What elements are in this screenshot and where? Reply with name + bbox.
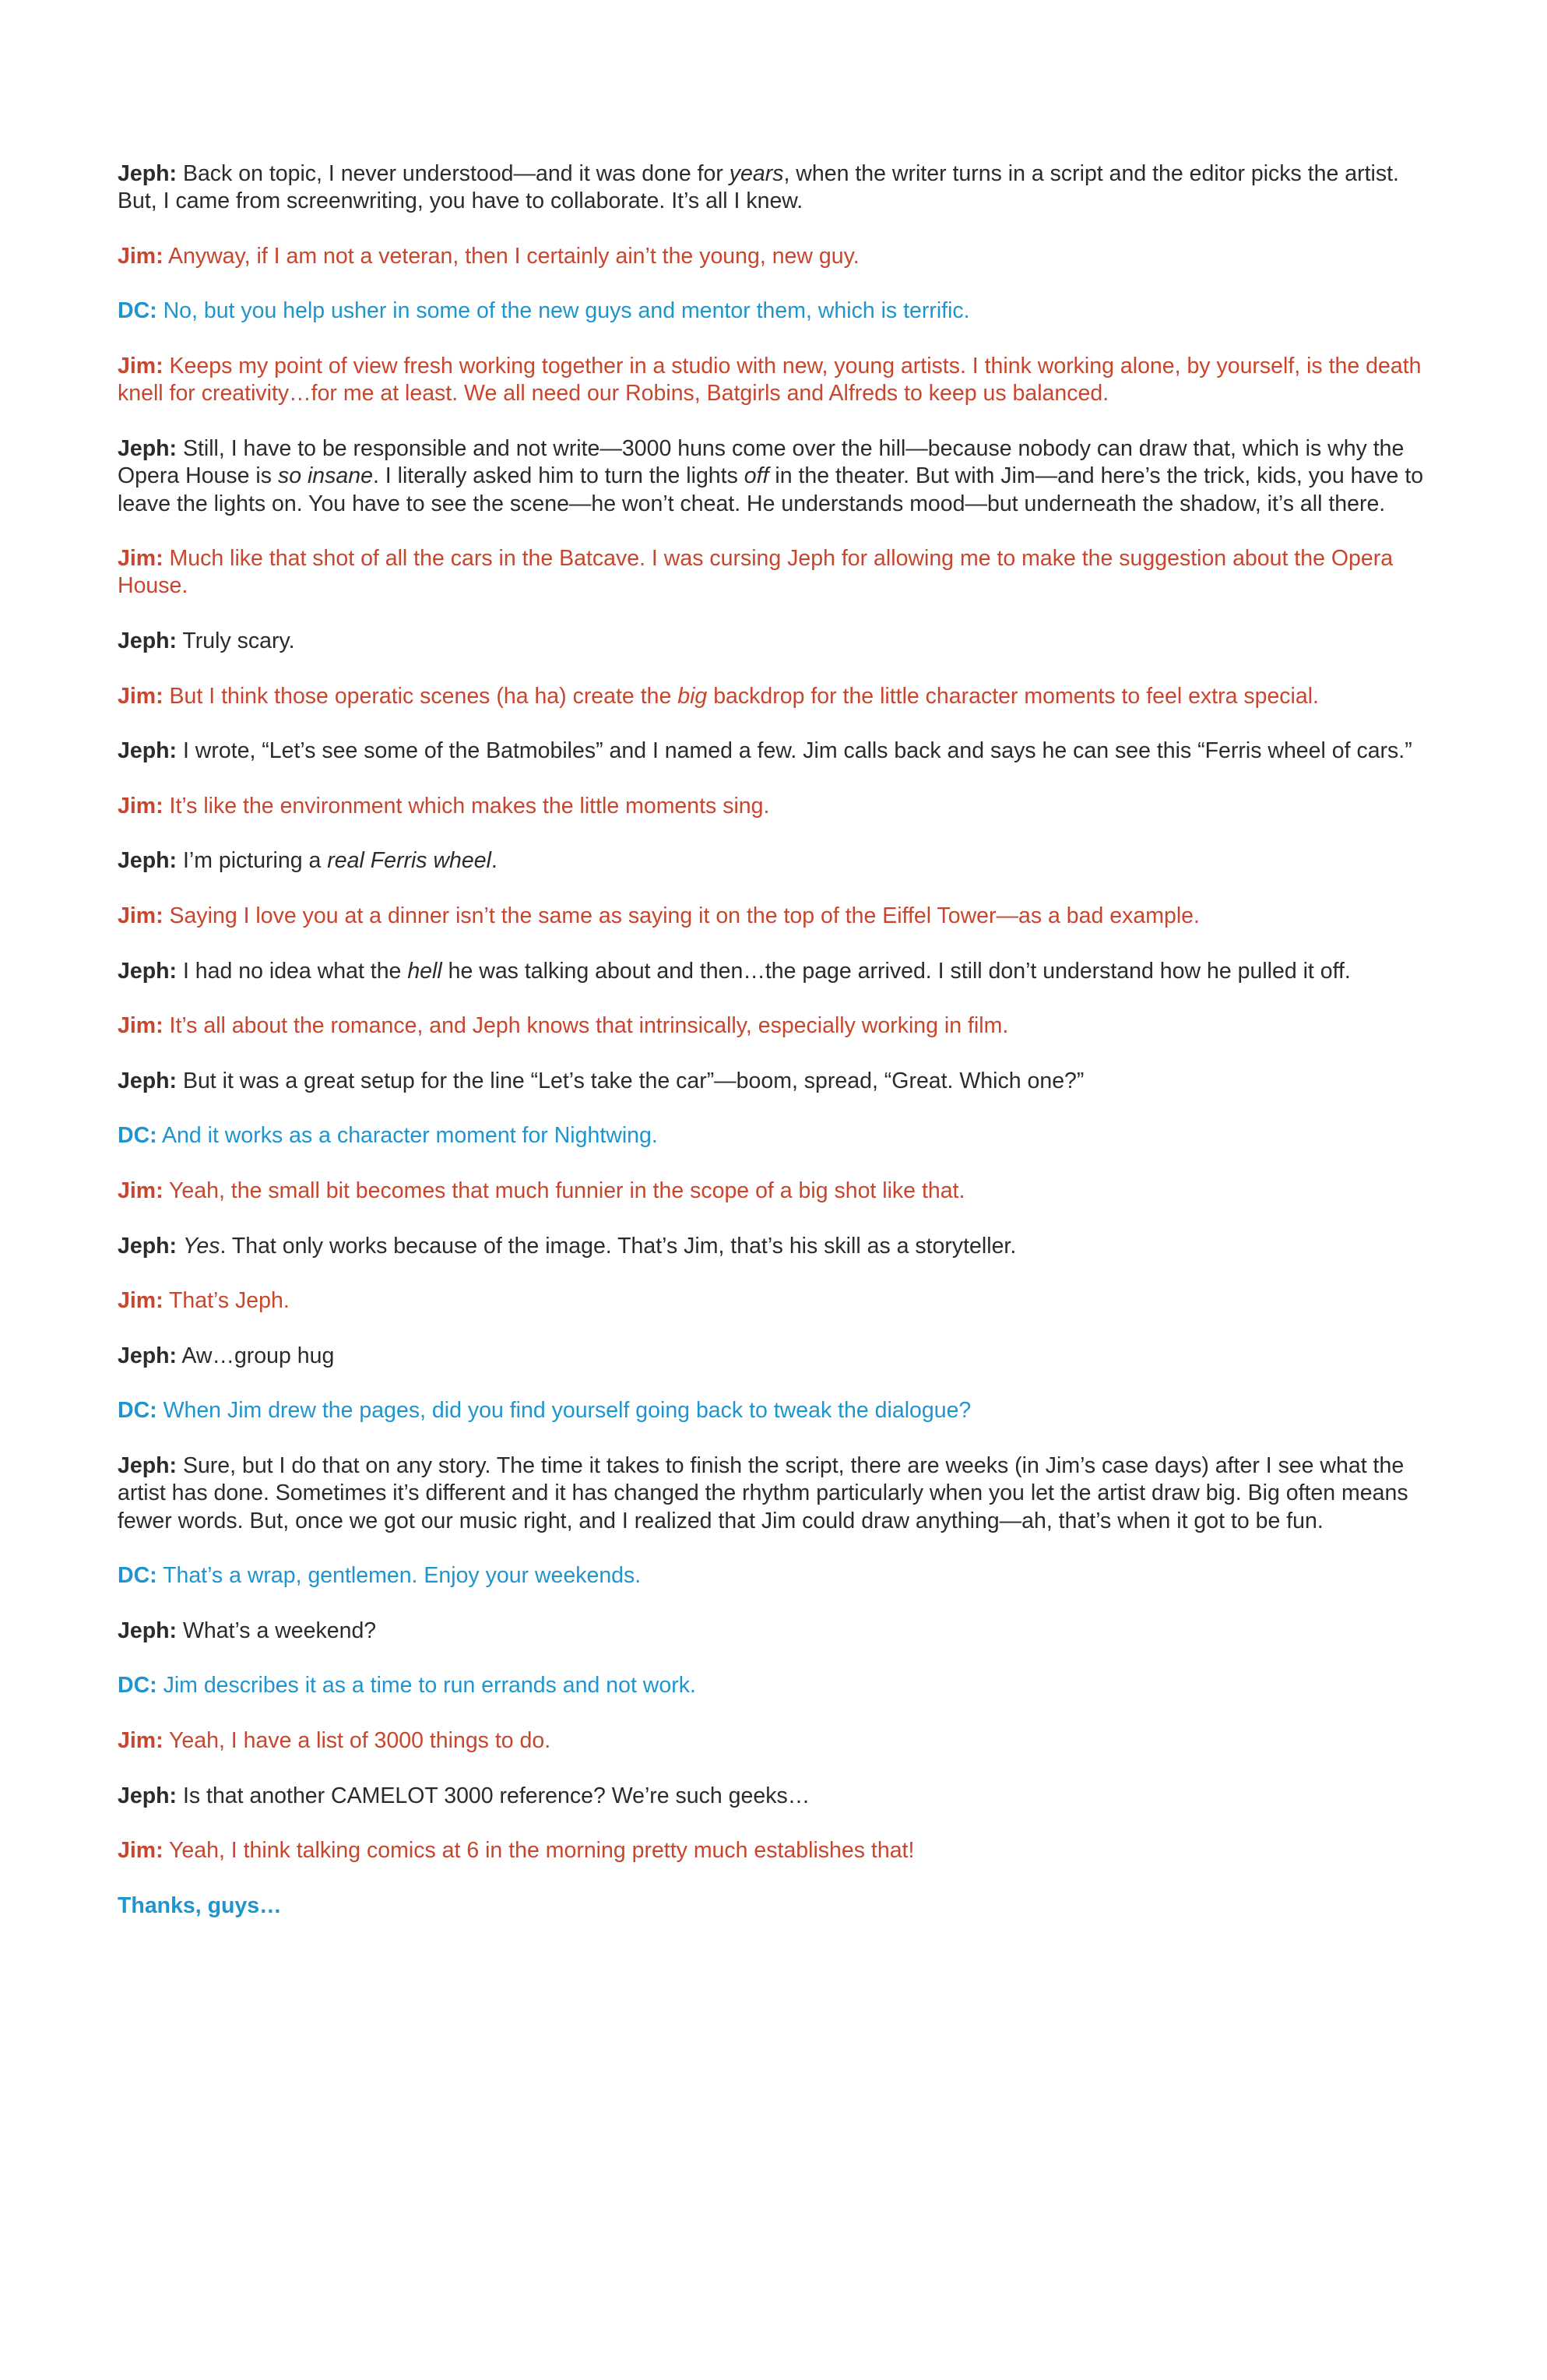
- dialogue-text: , when the writer turns in a script and the editor picks the artist. But, I came from screenwriting, you have to collaborate. It’s all I knew.: [118, 161, 1399, 214]
- dialogue-text: Truly scary.: [182, 628, 295, 654]
- dialogue-line-dc: [118, 1122, 1433, 1150]
- speaker-label: Jim:: [118, 1838, 163, 1864]
- dialogue-line-dc: [118, 298, 1433, 325]
- speaker-label: Jim:: [118, 1288, 163, 1314]
- dialogue-line-jeph: [118, 160, 1433, 216]
- dialogue-text: . That only works because of the image. That’s Jim, that’s his skill as a storyteller.: [220, 1233, 1017, 1259]
- interview-transcript: [118, 160, 1433, 1920]
- speaker-label: DC:: [118, 1398, 157, 1424]
- dialogue-text: And it works as a character moment for Nightwing.: [162, 1123, 658, 1149]
- speaker-label: Jim:: [118, 243, 163, 269]
- dialogue-line-jim: [118, 683, 1433, 710]
- dialogue-text: Yeah, I think talking comics at 6 in the morning pretty much establishes that!: [169, 1838, 915, 1864]
- dialogue-line-jeph: [118, 1233, 1433, 1260]
- emphasized-text: so insane: [277, 463, 373, 489]
- speaker-label: Jeph:: [118, 435, 178, 461]
- speaker-label: Jeph:: [118, 1783, 178, 1808]
- dialogue-line-jeph: [118, 1068, 1433, 1095]
- transcript-body: [118, 160, 1433, 1864]
- dialogue-text: Much like that shot of all the cars in the Batcave. I was cursing Jeph for allowing me to make the suggestion about the Opera House.: [118, 546, 1394, 599]
- dialogue-line-jeph: [118, 1343, 1433, 1370]
- speaker-label: DC:: [118, 1563, 157, 1589]
- dialogue-text: I’m picturing a: [182, 848, 328, 874]
- dialogue-text: It’s all about the romance, and Jeph knows that intrinsically, especially working in film.: [169, 1013, 1009, 1039]
- dialogue-text: Keeps my point of view fresh working together in a studio with new, young artists. I think working alone, by yourself, is the death knell for creativity…for me at least. We all need our Robins, Batgirls and Alfreds to keep us balanced.: [118, 354, 1422, 407]
- speaker-label: Jeph:: [118, 958, 178, 984]
- dialogue-line-jim: [118, 545, 1433, 600]
- emphasized-text: big: [677, 683, 708, 709]
- dialogue-line-jeph: [118, 1452, 1433, 1535]
- speaker-label: Jeph:: [118, 1068, 178, 1093]
- dialogue-line-jeph: [118, 738, 1433, 765]
- dialogue-text: That’s a wrap, gentlemen. Enjoy your weekends.: [163, 1563, 642, 1589]
- dialogue-line-jim: [118, 1287, 1433, 1315]
- dialogue-text: No, but you help usher in some of the new guys and mentor them, which is terrific.: [163, 298, 970, 324]
- dialogue-line-jeph: [118, 1618, 1433, 1645]
- dialogue-line-jeph: [118, 1783, 1433, 1810]
- dialogue-line-jim: [118, 1837, 1433, 1864]
- dialogue-text: .: [490, 848, 498, 874]
- emphasized-text: hell: [407, 958, 442, 984]
- speaker-label: DC:: [118, 298, 157, 324]
- dialogue-text: Anyway, if I am not a veteran, then I certainly ain’t the young, new guy.: [167, 243, 860, 269]
- dialogue-line-jim: [118, 793, 1433, 820]
- speaker-label: Jim:: [118, 1178, 163, 1203]
- dialogue-text: Yeah, I have a list of 3000 things to do.: [169, 1727, 551, 1753]
- speaker-label: Jim:: [118, 546, 163, 572]
- dialogue-line-jim: [118, 1727, 1433, 1755]
- speaker-label: DC:: [118, 1673, 157, 1699]
- speaker-label: DC:: [118, 1123, 157, 1149]
- emphasized-text: Yes: [182, 1233, 220, 1259]
- emphasized-text: off: [744, 463, 769, 489]
- dialogue-text: But it was a great setup for the line “Let’s take the car”—boom, spread, “Great. Which one?”: [182, 1068, 1085, 1093]
- dialogue-text: Aw…group hug: [181, 1343, 335, 1368]
- speaker-label: Jeph:: [118, 738, 178, 764]
- dialogue-text: Back on topic, I never understood—and it was done for: [182, 161, 730, 186]
- dialogue-line-dc: [118, 1672, 1433, 1699]
- dialogue-line-jim: [118, 903, 1433, 930]
- dialogue-text: That’s Jeph.: [169, 1288, 290, 1314]
- dialogue-text: Jim describes it as a time to run errands and not work.: [163, 1673, 696, 1699]
- dialogue-line-dc: [118, 1397, 1433, 1424]
- dialogue-text: What’s a weekend?: [182, 1618, 377, 1643]
- dialogue-text: Still, I have to be responsible and not write—3000 huns come over the hill—because nobody can draw that, which is why the Opera House is: [118, 435, 1405, 489]
- dialogue-text: Sure, but I do that on any story. The time it takes to finish the script, there are weeks (in Jim’s case days) after I see what the artist has done. Sometimes it’s different and it has changed the rhythm particularly when you let the artist draw big. Big often means fewer words. But, once we got our music right, and I realized that Jim could draw anything—ah, that’s when it got to be fun.: [118, 1452, 1408, 1533]
- dialogue-text: Yeah, the small bit becomes that much funnier in the scope of a big shot like that.: [169, 1178, 965, 1203]
- speaker-label: Jeph:: [118, 1452, 178, 1478]
- dialogue-text: Saying I love you at a dinner isn’t the same as saying it on the top of the Eiffel Tower—as a bad example.: [169, 903, 1200, 929]
- dialogue-text: When Jim drew the pages, did you find yourself going back to tweak the dialogue?: [163, 1398, 972, 1424]
- dialogue-text: But I think those operatic scenes (ha ha) create the: [169, 683, 678, 709]
- dialogue-text: backdrop for the little character moments to feel extra special.: [707, 683, 1319, 709]
- speaker-label: Jeph:: [118, 1233, 178, 1259]
- speaker-label: Jim:: [118, 903, 163, 929]
- closing-line: Thanks, guys…: [118, 1892, 282, 1918]
- speaker-label: Jim:: [118, 1727, 163, 1753]
- speaker-label: Jeph:: [118, 1343, 178, 1368]
- dialogue-line-jeph: [118, 628, 1433, 655]
- dialogue-line-jim: [118, 1012, 1433, 1040]
- dialogue-line-jim: [118, 243, 1433, 270]
- dialogue-text: in the theater. But with Jim—and here’s the trick, kids, you have to leave the lights on. You have to see the scene—he won’t cheat. He understands mood—but underneath the shadow, it’s all there.: [118, 463, 1424, 516]
- dialogue-line-jim: [118, 353, 1433, 408]
- emphasized-text: real Ferris wheel: [327, 848, 491, 874]
- speaker-label: Jim:: [118, 354, 163, 379]
- dialogue-text: Is that another CAMELOT 3000 reference? We’re such geeks…: [182, 1783, 810, 1808]
- speaker-label: Jeph:: [118, 1618, 178, 1643]
- emphasized-text: years: [729, 161, 784, 186]
- speaker-label: Jeph:: [118, 848, 178, 874]
- dialogue-line-dc: [118, 1562, 1433, 1590]
- dialogue-text: . I literally asked him to turn the lights: [372, 463, 744, 489]
- dialogue-text: I wrote, “Let’s see some of the Batmobiles” and I named a few. Jim calls back and says he can see this “Ferris wheel of cars.”: [182, 738, 1412, 764]
- speaker-label: Jeph:: [118, 628, 178, 654]
- dialogue-line-jeph: [118, 435, 1433, 518]
- dialogue-line-jeph: [118, 847, 1433, 875]
- dialogue-text: I had no idea what the: [182, 958, 408, 984]
- speaker-label: Jim:: [118, 1013, 163, 1039]
- dialogue-line-jim: [118, 1178, 1433, 1205]
- speaker-label: Jim:: [118, 683, 163, 709]
- speaker-label: Jim:: [118, 793, 163, 819]
- dialogue-text: It’s like the environment which makes the little moments sing.: [169, 793, 770, 819]
- dialogue-line-jeph: [118, 958, 1433, 985]
- dialogue-text: he was talking about and then…the page arrived. I still don’t understand how he pulled it off.: [441, 958, 1351, 984]
- speaker-label: Jeph:: [118, 161, 178, 186]
